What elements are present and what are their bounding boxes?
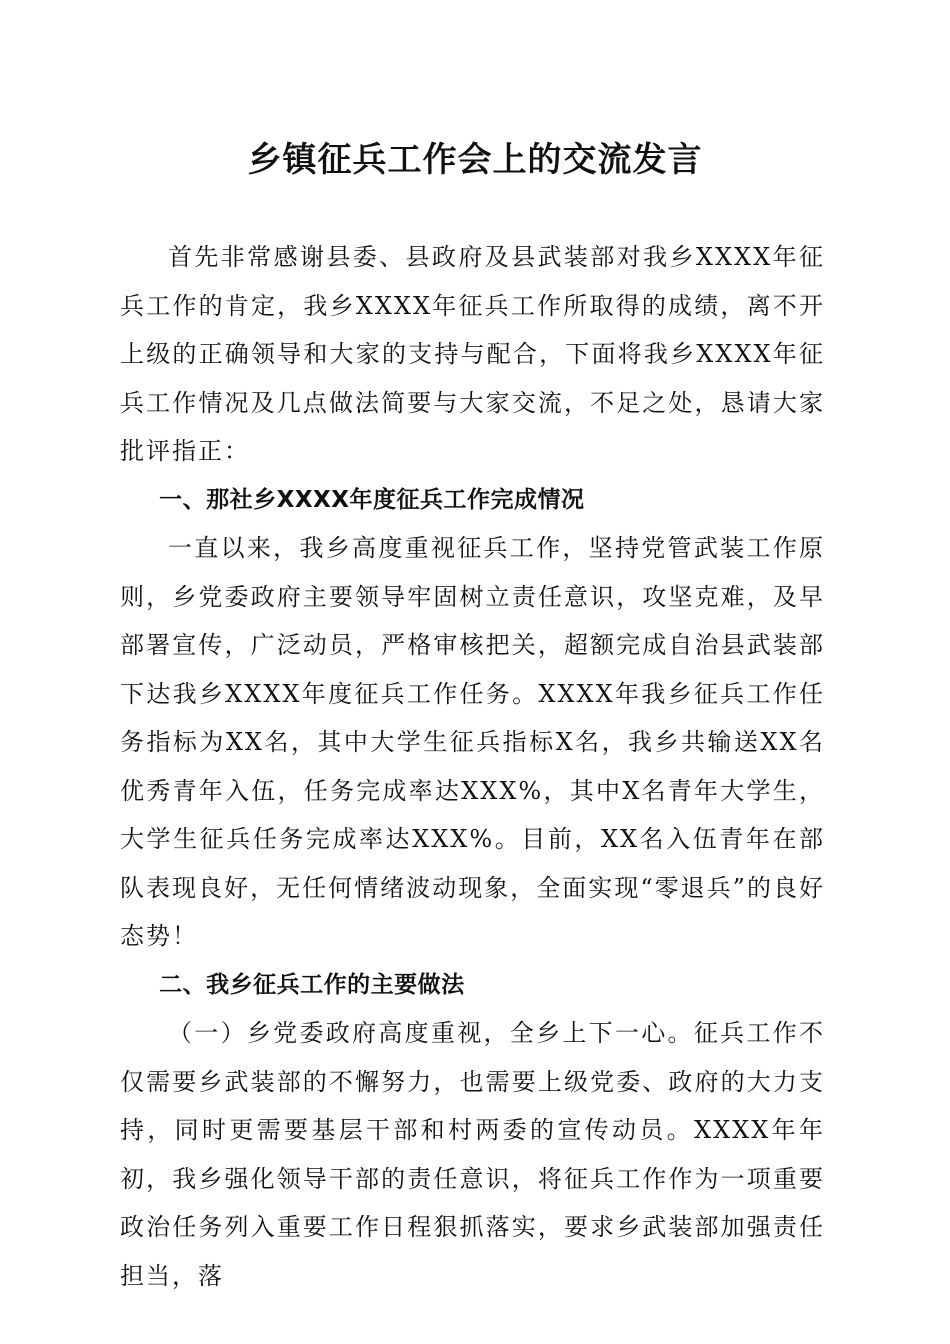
document-body <box>120 233 825 1300</box>
document-title: 乡镇征兵工作会上的交流发言 <box>247 140 703 180</box>
intro-paragraph: 首先非常感谢县委、县政府及县武装部对我乡XXXX年征兵工作的肯定，我乡XXXX年征兵工作所取得的成绩，离不开上级的正确领导和大家的支持与配合，下面将我乡XXXX年征兵工作情况及几点做法简要与大家交流，不足之处，恳请大家批评指正： <box>120 243 825 465</box>
section-1-heading: 一、那社乡XXXX年度征兵工作完成情况 <box>159 486 585 513</box>
section-2-paragraph: （一）乡党委政府高度重视，全乡上下一心。征兵工作不仅需要乡武装部的不懈努力，也需要上级党委、政府的大力支持，同时更需要基层干部和村两委的宣传动员。XXXX年年初，我乡强化领导干部的责任意识，将征兵工作作为一项重要政治任务列入重要工作日程狠抓落实，要求乡武装部加强责任担当，落 <box>120 1019 825 1290</box>
section-1-paragraph: 一直以来，我乡高度重视征兵工作，坚持党管武装工作原则，乡党委政府主要领导牢固树立责任意识，攻坚克难，及早部署宣传，广泛动员，严格审核把关，超额完成自治县武装部下达我乡XXXX年度征兵工作任务。XXXX年我乡征兵工作任务指标为XX名，其中大学生征兵指标X名，我乡共输送XX名优秀青年入伍，任务完成率达XXX%，其中X名青年大学生，大学生征兵任务完成率达XXX%。目前，XX名入伍青年在部队表现良好，无任何情绪波动现象，全面实现“零退兵”的良好态势！ <box>120 534 825 950</box>
section-2-heading: 二、我乡征兵工作的主要做法 <box>159 971 465 998</box>
